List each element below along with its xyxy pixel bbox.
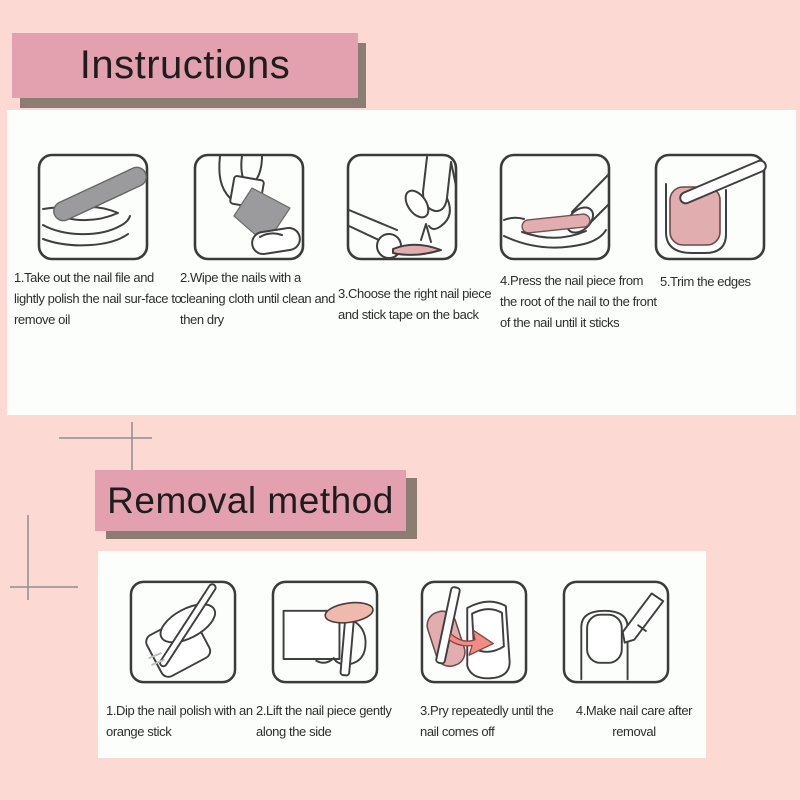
cleaning-cloth-icon	[192, 152, 306, 262]
nail-care-icon	[561, 579, 671, 685]
removal-step-2-text: 2.Lift the nail piece gently along the side	[256, 703, 392, 739]
instruction-step-2-text: 2.Wipe the nails with a cleaning cloth until clean and then dry	[180, 270, 335, 327]
removal-title: Removal method	[107, 479, 394, 521]
removal-step-4-text: 4.Make nail care after removal	[575, 703, 693, 739]
instructions-title: Instructions	[79, 43, 291, 87]
lift-nail-piece-icon	[270, 579, 380, 685]
press-nail-piece-icon	[498, 152, 612, 262]
instruction-step-1-text: 1.Take out the nail file and lightly polish the nail sur-face to remove oil	[14, 270, 182, 327]
instructions-title-banner	[12, 33, 358, 98]
instruction-step-4-text: 4.Press the nail piece from the root of the nail to the front of the nail until it sticks	[500, 273, 657, 330]
removal-panel	[98, 551, 706, 758]
choose-nail-piece-icon	[345, 152, 459, 262]
dip-polish-stick-icon	[128, 579, 238, 685]
instruction-step-3-text: 3.Choose the right nail piece and stick tape on the back	[338, 286, 492, 322]
nail-file-icon	[36, 152, 150, 262]
trim-edges-icon	[653, 152, 767, 262]
removal-step-1-text: 1.Dip the nail polish with an orange stick	[106, 703, 253, 739]
cross-lines-decoration-bottom	[5, 510, 95, 605]
instruction-step-5-text: 5.Trim the edges	[660, 274, 751, 289]
removal-step-3-text: 3.Pry repeatedly until the nail comes off	[420, 703, 554, 739]
instructions-panel	[7, 110, 796, 415]
removal-title-banner	[95, 470, 406, 531]
pry-nail-icon	[419, 579, 529, 685]
